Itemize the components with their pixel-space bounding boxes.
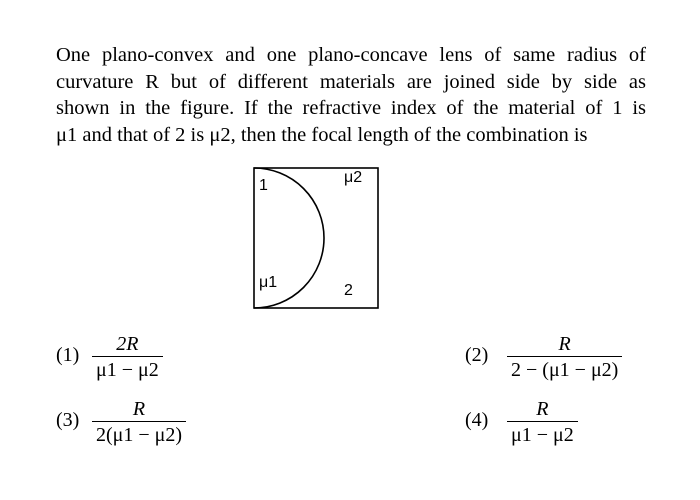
option-1-numerator: 2R <box>116 333 139 355</box>
option-3-fraction <box>92 397 186 448</box>
lens-combination-figure <box>250 160 390 320</box>
mu2-label: μ2 <box>344 169 363 186</box>
option-4-fraction <box>507 397 578 448</box>
option-2-numerator: R <box>558 333 571 355</box>
option-4-denominator: μ1 − μ2 <box>511 424 574 447</box>
option-2-denominator: 2 − (μ1 − μ2) <box>511 359 619 382</box>
question-line-1: One plano-convex and one plano-concave lens of same radius of <box>56 44 646 66</box>
option-3-denominator: 2(μ1 − μ2) <box>96 424 183 447</box>
mu1-label: μ1 <box>259 274 278 291</box>
option-2-number: (2) <box>465 344 489 366</box>
option-2-fraction <box>507 332 622 383</box>
option-4-number: (4) <box>465 409 489 431</box>
option-3-numerator: R <box>132 398 146 420</box>
question-text <box>56 42 646 148</box>
option-4-numerator: R <box>536 398 549 420</box>
question-line-2: curvature R but of different materials are joined side by side as <box>56 70 646 93</box>
option-1-denominator: μ1 − μ2 <box>96 359 159 382</box>
option-3-number: (3) <box>56 409 80 431</box>
question-line-4: μ1 and that of 2 is μ2, then the focal length of the combination is <box>56 123 588 146</box>
option-1-fraction <box>92 332 163 383</box>
question-line-3: shown in the figure. If the refractive index of the material of 1 is <box>56 97 646 119</box>
option-1-number: (1) <box>56 344 80 366</box>
lens-diagram <box>250 160 390 320</box>
region-2-label: 2 <box>344 282 353 299</box>
region-1-label: 1 <box>259 177 268 194</box>
